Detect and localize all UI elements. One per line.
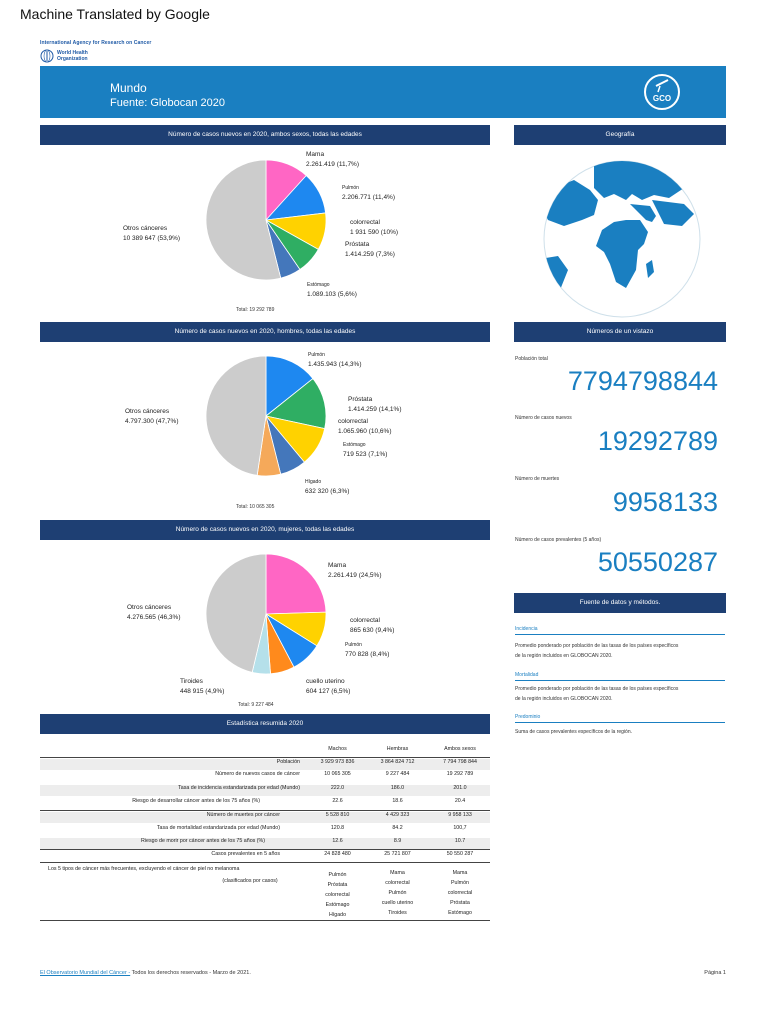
pie1-label-colorrectal: colorrectal 1.065.960 (10,6%) — [338, 418, 392, 435]
footer-rights: Todos los derechos reservados - Marzo de 2021. — [130, 970, 251, 976]
source-incidence-head: Incidencia — [515, 626, 538, 632]
pie2-label-tiroides: Tiroides 448 915 (4,9%) — [180, 678, 225, 695]
iarc-who-logo — [40, 40, 151, 63]
chart-1-title: Número de casos nuevos en 2020, ambos sexos, todas las edades — [40, 125, 490, 145]
gco-link[interactable]: El Observatorio Mundial del Cáncer - — [40, 970, 131, 976]
pie1-label-prostata: Próstata 1.414.259 (14,1%) — [348, 396, 402, 413]
gco-logo-icon — [642, 72, 682, 112]
pie0-label-pulmon: Pulmón 2.206.771 (11,4%) — [342, 185, 395, 201]
new-cases-label: Número de casos nuevos — [515, 415, 572, 421]
gco-text: GCO — [652, 94, 672, 103]
pie2-label-mama: Mama 2.261.419 (24,5%) — [328, 562, 382, 579]
prevalent-label: Número de casos prevalentes (5 años) — [515, 537, 602, 543]
source-mortality-head: Mortalidad — [515, 672, 539, 678]
pie0-label-prostata: Próstata 1.414.259 (7,3%) — [345, 241, 395, 258]
source-divider — [515, 722, 725, 723]
pie0-label-colorrectal: colorrectal 1 931 590 (10%) — [350, 219, 399, 236]
geography-title: Geografía — [514, 125, 726, 145]
table-row: Casos prevalentes en 5 años 24 828 480 25 721 807 50 550 287 — [211, 851, 474, 857]
page-title: Mundo — [110, 81, 147, 95]
col-header-males: Machos — [328, 746, 347, 752]
page-subtitle: Fuente: Globocan 2020 — [110, 97, 225, 109]
col-header-females: Hembras — [386, 746, 409, 752]
pie1-label-higado: Hígado 632 320 (6,3%) — [305, 479, 350, 495]
footer — [40, 970, 251, 976]
pie1-total: Total: 10 065 305 — [236, 504, 275, 510]
pie0-label-otros: Otros cánceres 10 389 647 (53,9%) — [123, 225, 181, 242]
pie2-label-colorrectal: colorrectal 865 630 (9,4%) — [350, 617, 395, 634]
source-divider — [515, 680, 725, 681]
source-incidence-text: Promedio ponderado por población de las tasas de los países específicos de la región incluidos en GLOBOCAN 2020. — [515, 643, 679, 659]
population-label: Población total — [515, 356, 548, 362]
population-value: 7794798844 — [567, 366, 718, 396]
iarc-name: International Agency for Research on Cancer — [40, 40, 152, 46]
table-rule — [40, 849, 490, 850]
table-rule — [40, 757, 490, 758]
top5-males: Pulmón Próstata colorrectal Estómago Hígado — [325, 872, 350, 918]
prevalent-value: 50550287 — [597, 547, 718, 577]
top5-females: Mama colorrectal Pulmón cuello uterino Tiroides — [381, 870, 414, 916]
pie2-label-cuello: cuello uterino 604 127 (6,5%) — [306, 678, 351, 695]
pie1-label-pulmon: Pulmón 1.435.943 (14,3%) — [308, 352, 362, 368]
source-mortality-text: Promedio ponderado por población de las tasas de los países específicos de la región incluidos en GLOBOCAN 2020. — [515, 686, 679, 702]
deaths-value: 9958133 — [612, 487, 718, 517]
pie0-label-mama: Mama 2.261.419 (11,7%) — [306, 151, 359, 168]
sources-title: Fuente de datos y métodos. — [514, 593, 726, 613]
source-prevalence-head: Predominio — [515, 714, 541, 720]
page-number: Página 1 — [704, 970, 726, 976]
table-row: Población 3 929 973 836 3 864 824 712 7 794 798 844 — [40, 759, 490, 770]
table-row: Número de nuevos casos de cáncer 10 065 305 9 227 484 19 292 789 — [215, 771, 474, 777]
source-divider — [515, 634, 725, 635]
glance-title: Números de un vistazo — [514, 322, 726, 342]
table-row: Riesgo de morir por cáncer antes de los 75 años (%) 12.6 8.9 10.7 — [40, 838, 490, 849]
top5-row: Los 5 tipos de cáncer más frecuentes, excluyendo el cáncer de piel no melanoma (clasificados por casos) — [48, 866, 278, 884]
pie2-label-pulmon: Pulmón 770 828 (8,4%) — [345, 642, 390, 658]
pie0-label-estomago: Estómago 1.089.103 (5,6%) — [307, 282, 357, 298]
pie1-label-estomago: Estómago 719 523 (7,1%) — [343, 442, 388, 458]
who-line-1: World Health — [57, 50, 88, 56]
pie-slice-mama — [266, 554, 326, 614]
pie-slice-otros-c-nceres — [206, 356, 266, 475]
hero-header — [40, 66, 726, 118]
chart-2-title: Número de casos nuevos en 2020, hombres, todas las edades — [40, 322, 490, 342]
top5-both: Mama Pulmón colorrectal Próstata Estómago — [447, 870, 473, 916]
machine-translation-banner: Machine Translated by Google — [20, 6, 210, 22]
pie-chart-both-sexes — [200, 160, 340, 282]
chart-3-title: Número de casos nuevos en 2020, mujeres, todas las edades — [40, 520, 490, 540]
pie-chart-women — [200, 554, 340, 676]
pie1-label-otros: Otros cánceres 4.797.300 (47,7%) — [125, 408, 179, 425]
col-header-both: Ambos sexos — [444, 746, 476, 752]
source-prevalence-text: Suma de casos prevalentes específicos de la región. — [515, 729, 633, 735]
table-row: Tasa de incidencia estandarizada por edad (Mundo) 222.0 186.0 201.0 — [40, 785, 490, 796]
world-globe-map — [534, 160, 710, 318]
pie-chart-men — [200, 356, 340, 478]
table-rule — [40, 862, 490, 863]
table-row: Tasa de mortalidad estandarizada por edad (Mundo) 120.8 84.2 100,7 — [156, 825, 467, 831]
table-rule — [40, 920, 490, 921]
table-rule — [40, 810, 490, 811]
new-cases-value: 19292789 — [597, 426, 718, 456]
deaths-label: Número de muertes — [515, 476, 560, 482]
summary-header-row — [40, 746, 490, 756]
summary-title: Estadística resumida 2020 — [40, 714, 490, 734]
pie2-label-otros: Otros cánceres 4.276.565 (46,3%) — [127, 604, 181, 621]
who-line-2: Organization — [57, 56, 88, 62]
pie0-total: Total: 19 292 789 — [236, 307, 275, 313]
pie2-total: Total: 9 227 484 — [238, 702, 274, 708]
who-emblem-icon — [40, 49, 54, 63]
table-row: Riesgo de desarrollar cáncer antes de los 75 años (%) 22.6 18.6 20.4 — [132, 798, 466, 804]
table-row: Número de muertes por cáncer 5 528 810 4 429 323 9 958 133 — [40, 812, 490, 823]
